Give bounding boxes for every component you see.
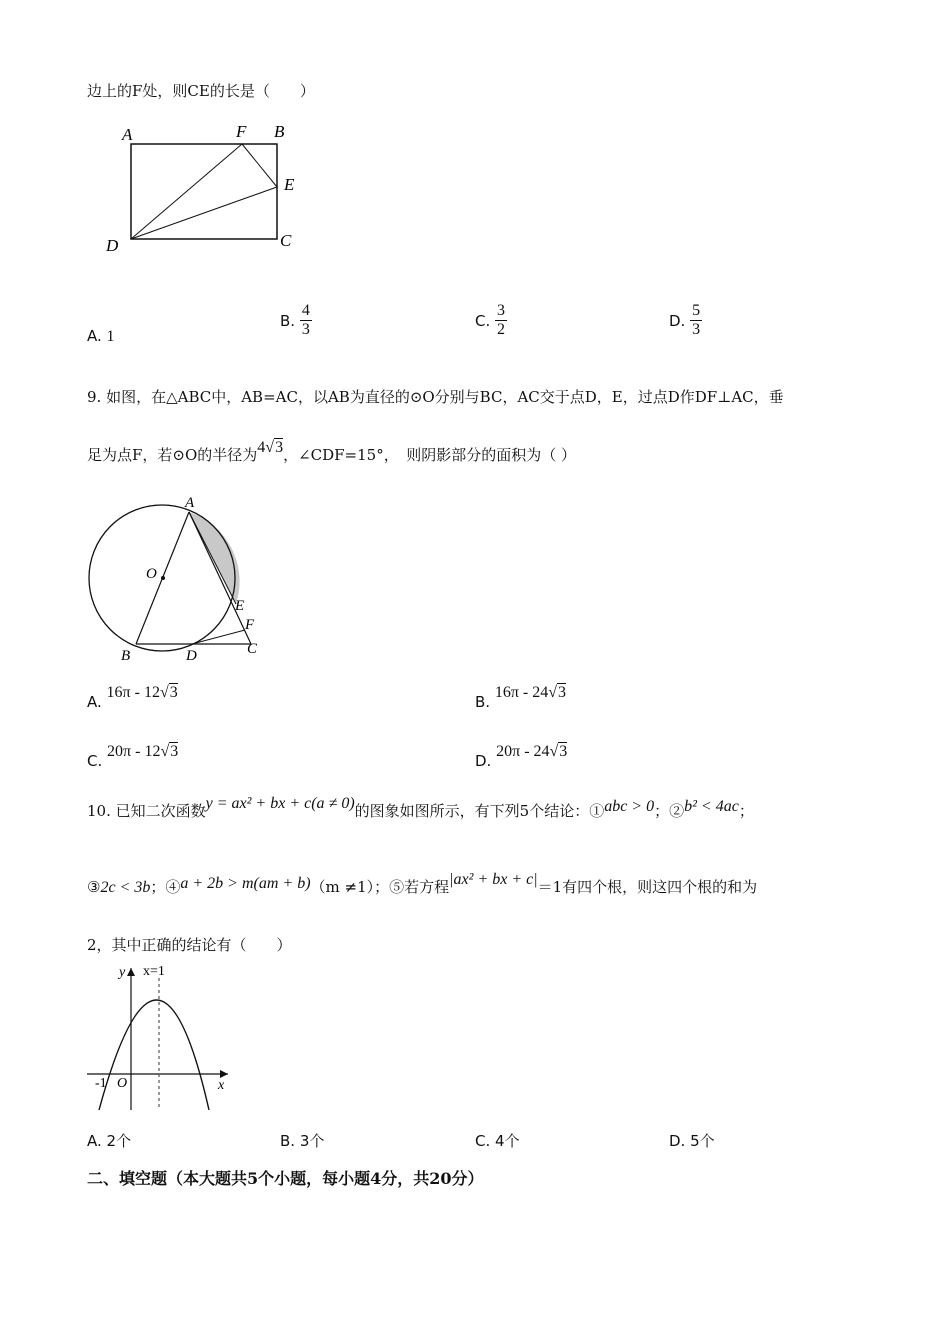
q8-option-c[interactable]: C. $\frac{3}{2}$ [475, 302, 506, 339]
q10-label-axis: x=1 [143, 964, 165, 979]
q9-label-a: A [185, 495, 195, 511]
q10-option-b[interactable]: B. 3个 [280, 1132, 325, 1150]
q8-label-c: C [280, 231, 292, 250]
q9-label-o: O [146, 566, 157, 582]
q10-label-y: y [119, 965, 126, 980]
q10-option-a[interactable]: A. 2个 [87, 1132, 132, 1150]
q8-option-d[interactable]: D. $\frac{5}{3}$ [669, 302, 701, 339]
q10-label-neg1: -1 [95, 1076, 107, 1091]
q9-stem-line2: 足为点F，若⊙O的半径为4√3，∠CDF=15°， 则阴影部分的面积为（ ） [87, 439, 576, 464]
q9-label-d: D [186, 648, 197, 664]
q9-option-c[interactable]: C. 20π - 12√3 [87, 743, 179, 770]
q9-option-d[interactable]: D. 20π - 24√3 [475, 743, 568, 770]
q10-stem-line2: ③2c < 3b；④a + 2b > m(am + b)（m ≠1）；⑤若方程|ax² + bx + c|＝1有四个根，则这四个根的和为 [87, 871, 758, 896]
q8-option-a[interactable]: A. 1 [87, 327, 115, 345]
q8-label-a: A [122, 125, 133, 144]
q9-label-e: E [235, 598, 245, 614]
q8-option-b[interactable]: B. $\frac{4}{3}$ [280, 302, 310, 339]
q8-continuation: 边上的F处，则CE的长是（ ） [87, 82, 315, 100]
q10-label-x: x [218, 1078, 225, 1093]
q8-label-d: D [106, 236, 119, 255]
section-2-heading: 二、填空题（本大题共5个小题，每小题4分，共20分） [87, 1169, 484, 1188]
q8-rectangle-figure [100, 118, 320, 258]
q8-label-e: E [284, 175, 295, 194]
q10-parabola-figure [85, 960, 245, 1120]
q9-option-b[interactable]: B. 16π - 24√3 [475, 684, 567, 711]
q8-label-b: B [274, 122, 285, 141]
q10-label-o: O [117, 1076, 128, 1091]
q10-stem-line1: 10. 已知二次函数y = ax² + bx + c(a ≠ 0)的图象如图所示，有下列5个结论：①abc > 0；②b² < 4ac； [87, 795, 754, 820]
q10-stem-line3: 2，其中正确的结论有（ ） [87, 936, 292, 954]
q9-stem-line1: 9. 如图，在△ABC中，AB=AC，以AB为直径的⊙O分别与BC，AC交于点D，E，过点D作DF⊥AC，垂 [87, 388, 784, 406]
q9-option-a[interactable]: A. 16π - 12√3 [87, 684, 178, 711]
q9-circle-figure [85, 490, 275, 670]
q8-label-f: F [236, 122, 247, 141]
q9-label-c: C [247, 641, 258, 657]
q10-option-d[interactable]: D. 5个 [669, 1132, 715, 1150]
q9-label-f: F [245, 617, 255, 633]
q10-option-c[interactable]: C. 4个 [475, 1132, 520, 1150]
q9-label-b: B [121, 648, 131, 664]
